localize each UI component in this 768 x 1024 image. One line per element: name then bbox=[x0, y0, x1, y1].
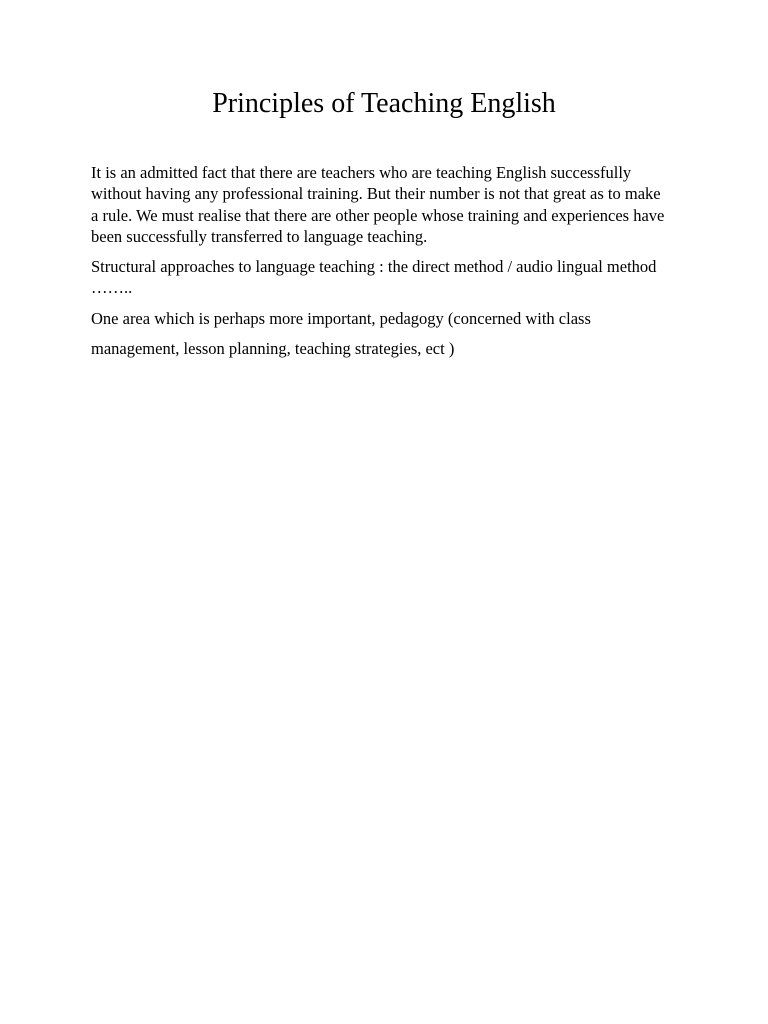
paragraph-pedagogy: One area which is perhaps more important, pedagogy (concerned with class management, lesson planning, teaching strategies, ect ) bbox=[91, 308, 591, 358]
document-title: Principles of Teaching English bbox=[212, 88, 556, 119]
paragraph-admitted-fact: It is an admitted fact that there are teachers who are teaching English successfully without having any professional training. But their number is not that great as to make a rule. We must realise that there are other people whose training and experiences have been successfully transferred to language teaching. bbox=[91, 163, 665, 246]
paragraph-structural-approaches: Structural approaches to language teaching : the direct method / audio lingual method …….. bbox=[91, 257, 657, 298]
document-body bbox=[91, 162, 669, 373]
